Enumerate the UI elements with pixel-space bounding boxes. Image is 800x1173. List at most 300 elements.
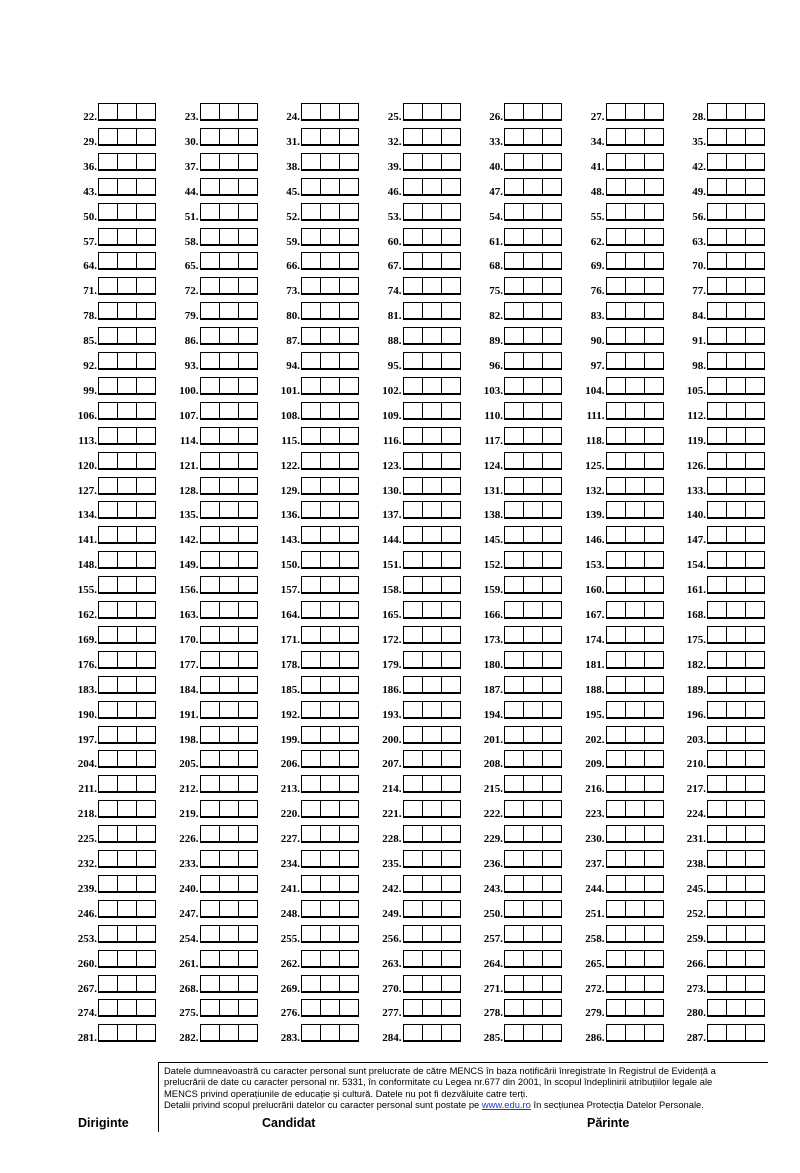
answer-box[interactable] [201,552,220,567]
answer-box[interactable] [505,154,524,169]
answer-box[interactable] [423,1025,442,1040]
answer-box[interactable] [302,253,321,268]
answer-box[interactable] [340,204,358,219]
answer-box[interactable] [423,104,442,119]
answer-box[interactable] [321,702,340,717]
answer-box[interactable] [727,527,746,542]
answer-box[interactable] [118,229,137,244]
answer-box[interactable] [442,727,460,742]
answer-box[interactable] [302,677,321,692]
answer-box[interactable] [302,602,321,617]
answer-box[interactable] [423,851,442,866]
answer-box[interactable] [626,951,645,966]
answer-box[interactable] [708,751,727,766]
answer-box[interactable] [727,776,746,791]
answer-box[interactable] [543,502,561,517]
answer-box[interactable] [302,204,321,219]
answer-box[interactable] [746,1025,764,1040]
answer-box[interactable] [340,104,358,119]
answer-box[interactable] [543,527,561,542]
answer-box[interactable] [607,552,626,567]
answer-box[interactable] [626,976,645,991]
answer-box[interactable] [137,502,155,517]
answer-box[interactable] [442,179,460,194]
answer-box[interactable] [442,253,460,268]
answer-box[interactable] [607,104,626,119]
answer-box[interactable] [321,652,340,667]
answer-box[interactable] [137,627,155,642]
answer-box[interactable] [727,951,746,966]
answer-box[interactable] [607,652,626,667]
answer-box[interactable] [137,104,155,119]
answer-box[interactable] [524,278,543,293]
answer-box[interactable] [321,502,340,517]
answer-box[interactable] [99,1025,118,1040]
answer-box[interactable] [404,403,423,418]
answer-box[interactable] [746,403,764,418]
answer-box[interactable] [607,801,626,816]
answer-box[interactable] [118,552,137,567]
answer-box[interactable] [524,851,543,866]
answer-box[interactable] [118,901,137,916]
answer-box[interactable] [201,876,220,891]
answer-box[interactable] [302,129,321,144]
answer-box[interactable] [137,378,155,393]
answer-box[interactable] [220,353,239,368]
answer-box[interactable] [220,179,239,194]
answer-box[interactable] [137,801,155,816]
answer-box[interactable] [708,129,727,144]
answer-box[interactable] [708,851,727,866]
answer-box[interactable] [201,776,220,791]
answer-box[interactable] [340,179,358,194]
answer-box[interactable] [708,353,727,368]
answer-box[interactable] [727,154,746,169]
answer-box[interactable] [302,552,321,567]
answer-box[interactable] [302,527,321,542]
answer-box[interactable] [302,378,321,393]
answer-box[interactable] [607,702,626,717]
answer-box[interactable] [340,428,358,443]
answer-box[interactable] [607,353,626,368]
answer-box[interactable] [239,403,257,418]
answer-box[interactable] [442,751,460,766]
answer-box[interactable] [442,652,460,667]
answer-box[interactable] [220,552,239,567]
answer-box[interactable] [708,602,727,617]
answer-box[interactable] [201,677,220,692]
answer-box[interactable] [505,129,524,144]
answer-box[interactable] [220,901,239,916]
answer-box[interactable] [708,876,727,891]
answer-box[interactable] [708,502,727,517]
answer-box[interactable] [727,353,746,368]
answer-box[interactable] [137,154,155,169]
answer-box[interactable] [505,951,524,966]
answer-box[interactable] [442,876,460,891]
answer-box[interactable] [626,901,645,916]
answer-box[interactable] [746,727,764,742]
answer-box[interactable] [321,229,340,244]
answer-box[interactable] [746,677,764,692]
answer-box[interactable] [99,527,118,542]
answer-box[interactable] [239,801,257,816]
answer-box[interactable] [746,627,764,642]
answer-box[interactable] [321,901,340,916]
answer-box[interactable] [727,453,746,468]
answer-box[interactable] [137,453,155,468]
answer-box[interactable] [746,278,764,293]
answer-box[interactable] [746,577,764,592]
answer-box[interactable] [442,129,460,144]
answer-box[interactable] [543,901,561,916]
answer-box[interactable] [727,179,746,194]
answer-box[interactable] [708,453,727,468]
answer-box[interactable] [727,577,746,592]
answer-box[interactable] [404,502,423,517]
answer-box[interactable] [220,577,239,592]
answer-box[interactable] [626,478,645,493]
answer-box[interactable] [524,776,543,791]
answer-box[interactable] [118,652,137,667]
answer-box[interactable] [645,428,663,443]
answer-box[interactable] [442,801,460,816]
answer-box[interactable] [746,751,764,766]
answer-box[interactable] [708,926,727,941]
answer-box[interactable] [118,951,137,966]
answer-box[interactable] [524,378,543,393]
answer-box[interactable] [99,328,118,343]
answer-box[interactable] [423,677,442,692]
answer-box[interactable] [321,751,340,766]
answer-box[interactable] [607,926,626,941]
answer-box[interactable] [543,677,561,692]
answer-box[interactable] [607,826,626,841]
answer-box[interactable] [708,328,727,343]
answer-box[interactable] [423,976,442,991]
answer-box[interactable] [423,552,442,567]
answer-box[interactable] [220,776,239,791]
answer-box[interactable] [340,652,358,667]
answer-box[interactable] [99,826,118,841]
answer-box[interactable] [645,951,663,966]
answer-box[interactable] [239,976,257,991]
answer-box[interactable] [239,353,257,368]
answer-box[interactable] [118,253,137,268]
answer-box[interactable] [99,602,118,617]
answer-box[interactable] [201,353,220,368]
answer-box[interactable] [404,453,423,468]
answer-box[interactable] [220,104,239,119]
answer-box[interactable] [543,253,561,268]
answer-box[interactable] [239,652,257,667]
answer-box[interactable] [626,129,645,144]
answer-box[interactable] [239,577,257,592]
answer-box[interactable] [708,403,727,418]
answer-box[interactable] [220,627,239,642]
answer-box[interactable] [626,1025,645,1040]
answer-box[interactable] [423,154,442,169]
answer-box[interactable] [543,278,561,293]
answer-box[interactable] [99,303,118,318]
answer-box[interactable] [423,901,442,916]
answer-box[interactable] [607,204,626,219]
answer-box[interactable] [505,278,524,293]
answer-box[interactable] [239,901,257,916]
answer-box[interactable] [543,826,561,841]
answer-box[interactable] [321,328,340,343]
answer-box[interactable] [340,303,358,318]
answer-box[interactable] [137,577,155,592]
answer-box[interactable] [302,776,321,791]
answer-box[interactable] [302,104,321,119]
answer-box[interactable] [340,552,358,567]
answer-box[interactable] [626,801,645,816]
answer-box[interactable] [201,951,220,966]
answer-box[interactable] [746,204,764,219]
answer-box[interactable] [746,253,764,268]
answer-box[interactable] [118,727,137,742]
answer-box[interactable] [118,876,137,891]
answer-box[interactable] [302,403,321,418]
answer-box[interactable] [423,303,442,318]
answer-box[interactable] [543,926,561,941]
answer-box[interactable] [505,527,524,542]
answer-box[interactable] [442,901,460,916]
answer-box[interactable] [201,1000,220,1015]
answer-box[interactable] [201,926,220,941]
answer-box[interactable] [302,901,321,916]
answer-box[interactable] [302,179,321,194]
answer-box[interactable] [302,577,321,592]
answer-box[interactable] [505,627,524,642]
answer-box[interactable] [404,229,423,244]
answer-box[interactable] [201,702,220,717]
answer-box[interactable] [239,751,257,766]
answer-box[interactable] [607,751,626,766]
answer-box[interactable] [404,353,423,368]
answer-box[interactable] [220,801,239,816]
answer-box[interactable] [524,627,543,642]
answer-box[interactable] [118,278,137,293]
answer-box[interactable] [239,851,257,866]
edu-ro-link[interactable]: www.edu.ro [481,1099,531,1111]
answer-box[interactable] [423,727,442,742]
answer-box[interactable] [201,577,220,592]
answer-box[interactable] [302,328,321,343]
answer-box[interactable] [118,1025,137,1040]
answer-box[interactable] [340,478,358,493]
answer-box[interactable] [340,378,358,393]
answer-box[interactable] [201,851,220,866]
answer-box[interactable] [524,502,543,517]
answer-box[interactable] [118,378,137,393]
answer-box[interactable] [727,204,746,219]
answer-box[interactable] [321,876,340,891]
answer-box[interactable] [645,851,663,866]
answer-box[interactable] [645,677,663,692]
answer-box[interactable] [645,104,663,119]
answer-box[interactable] [404,104,423,119]
answer-box[interactable] [340,328,358,343]
answer-box[interactable] [239,926,257,941]
answer-box[interactable] [239,527,257,542]
answer-box[interactable] [321,826,340,841]
answer-box[interactable] [239,727,257,742]
answer-box[interactable] [340,976,358,991]
answer-box[interactable] [321,1000,340,1015]
answer-box[interactable] [220,602,239,617]
answer-box[interactable] [321,253,340,268]
answer-box[interactable] [239,303,257,318]
answer-box[interactable] [404,303,423,318]
answer-box[interactable] [137,527,155,542]
answer-box[interactable] [442,627,460,642]
answer-box[interactable] [607,727,626,742]
answer-box[interactable] [505,751,524,766]
answer-box[interactable] [727,478,746,493]
answer-box[interactable] [746,303,764,318]
answer-box[interactable] [201,801,220,816]
answer-box[interactable] [442,552,460,567]
answer-box[interactable] [746,901,764,916]
answer-box[interactable] [442,278,460,293]
answer-box[interactable] [708,303,727,318]
answer-box[interactable] [99,1000,118,1015]
answer-box[interactable] [746,428,764,443]
answer-box[interactable] [645,652,663,667]
answer-box[interactable] [423,129,442,144]
answer-box[interactable] [137,552,155,567]
answer-box[interactable] [746,1000,764,1015]
answer-box[interactable] [423,453,442,468]
answer-box[interactable] [708,652,727,667]
answer-box[interactable] [746,801,764,816]
answer-box[interactable] [543,303,561,318]
answer-box[interactable] [321,104,340,119]
answer-box[interactable] [727,328,746,343]
answer-box[interactable] [505,428,524,443]
answer-box[interactable] [118,826,137,841]
answer-box[interactable] [239,702,257,717]
answer-box[interactable] [340,577,358,592]
answer-box[interactable] [708,154,727,169]
answer-box[interactable] [423,403,442,418]
answer-box[interactable] [543,602,561,617]
answer-box[interactable] [201,303,220,318]
answer-box[interactable] [118,328,137,343]
answer-box[interactable] [321,303,340,318]
answer-box[interactable] [220,453,239,468]
answer-box[interactable] [340,453,358,468]
answer-box[interactable] [423,577,442,592]
answer-box[interactable] [524,602,543,617]
answer-box[interactable] [239,1025,257,1040]
answer-box[interactable] [727,851,746,866]
answer-box[interactable] [505,502,524,517]
answer-box[interactable] [746,104,764,119]
answer-box[interactable] [118,403,137,418]
answer-box[interactable] [99,253,118,268]
answer-box[interactable] [505,229,524,244]
answer-box[interactable] [137,1000,155,1015]
answer-box[interactable] [321,801,340,816]
answer-box[interactable] [727,403,746,418]
answer-box[interactable] [404,652,423,667]
answer-box[interactable] [626,278,645,293]
answer-box[interactable] [645,229,663,244]
answer-box[interactable] [645,154,663,169]
answer-box[interactable] [118,602,137,617]
answer-box[interactable] [442,453,460,468]
answer-box[interactable] [727,926,746,941]
answer-box[interactable] [239,204,257,219]
answer-box[interactable] [404,776,423,791]
answer-box[interactable] [99,876,118,891]
answer-box[interactable] [404,677,423,692]
answer-box[interactable] [607,229,626,244]
answer-box[interactable] [543,378,561,393]
answer-box[interactable] [505,328,524,343]
answer-box[interactable] [746,179,764,194]
answer-box[interactable] [404,478,423,493]
answer-box[interactable] [543,179,561,194]
answer-box[interactable] [340,901,358,916]
answer-box[interactable] [505,826,524,841]
answer-box[interactable] [442,926,460,941]
answer-box[interactable] [626,527,645,542]
answer-box[interactable] [404,428,423,443]
answer-box[interactable] [505,926,524,941]
answer-box[interactable] [524,702,543,717]
answer-box[interactable] [404,179,423,194]
answer-box[interactable] [321,527,340,542]
answer-box[interactable] [524,403,543,418]
answer-box[interactable] [302,1025,321,1040]
answer-box[interactable] [99,552,118,567]
answer-box[interactable] [727,1000,746,1015]
answer-box[interactable] [708,702,727,717]
answer-box[interactable] [708,776,727,791]
answer-box[interactable] [118,851,137,866]
answer-box[interactable] [607,453,626,468]
answer-box[interactable] [137,478,155,493]
answer-box[interactable] [201,1025,220,1040]
answer-box[interactable] [302,478,321,493]
answer-box[interactable] [442,702,460,717]
answer-box[interactable] [423,702,442,717]
answer-box[interactable] [302,751,321,766]
answer-box[interactable] [423,776,442,791]
answer-box[interactable] [505,702,524,717]
answer-box[interactable] [137,951,155,966]
answer-box[interactable] [118,627,137,642]
answer-box[interactable] [404,204,423,219]
answer-box[interactable] [505,577,524,592]
answer-box[interactable] [302,976,321,991]
answer-box[interactable] [220,328,239,343]
answer-box[interactable] [137,253,155,268]
answer-box[interactable] [99,154,118,169]
answer-box[interactable] [340,751,358,766]
answer-box[interactable] [321,677,340,692]
answer-box[interactable] [404,552,423,567]
answer-box[interactable] [137,179,155,194]
answer-box[interactable] [645,727,663,742]
answer-box[interactable] [708,204,727,219]
answer-box[interactable] [99,751,118,766]
answer-box[interactable] [626,378,645,393]
